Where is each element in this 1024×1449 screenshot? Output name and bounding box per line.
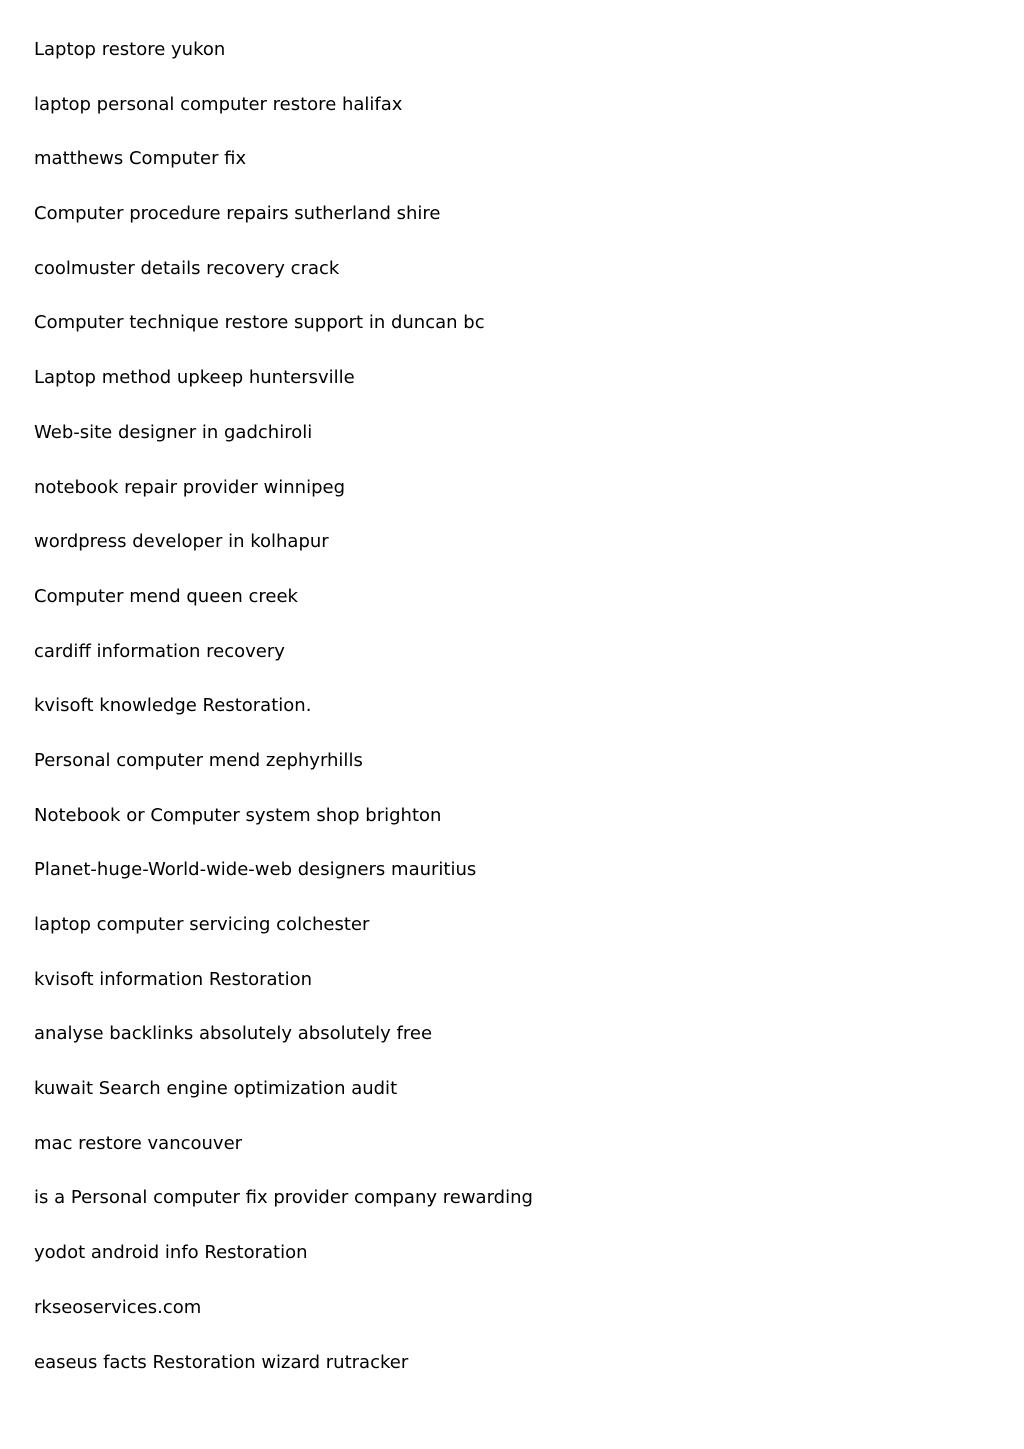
- text-line: analyse backlinks absolutely absolutely free: [34, 1023, 433, 1045]
- text-line: Laptop restore yukon: [34, 39, 226, 60]
- text-line: Computer mend queen creek: [34, 585, 298, 607]
- text-line: Personal computer mend zephyrhills: [34, 749, 363, 771]
- text-line: Computer procedure repairs sutherland shire: [34, 203, 441, 225]
- text-line: kvisoft knowledge Restoration.: [34, 695, 312, 717]
- text-line: easeus facts Restoration wizard rutracker: [34, 1351, 409, 1373]
- text-line: yodot android info Restoration: [34, 1242, 308, 1264]
- text-line: is a Personal computer fix provider company rewarding: [34, 1187, 533, 1209]
- text-line: wordpress developer in kolhapur: [34, 531, 329, 553]
- text-line: kuwait Search engine optimization audit: [34, 1078, 398, 1100]
- text-line: matthews Computer fix: [34, 148, 247, 170]
- text-line: mac restore vancouver: [34, 1132, 243, 1154]
- text-line: Planet-huge-World-wide-web designers mauritius: [34, 859, 477, 881]
- text-line: kvisoft information Restoration: [34, 968, 313, 990]
- text-line: cardiff information recovery: [34, 640, 285, 662]
- text-line: laptop personal computer restore halifax: [34, 93, 403, 115]
- text-line: Notebook or Computer system shop brighton: [34, 804, 442, 826]
- text-line: laptop computer servicing colchester: [34, 914, 370, 935]
- text-line: Computer technique restore support in duncan bc: [34, 312, 485, 334]
- text-line: rkseoservices.com: [34, 1296, 202, 1318]
- text-line: coolmuster details recovery crack: [34, 257, 340, 279]
- text-line: notebook repair provider winnipeg: [34, 476, 345, 498]
- text-line: Laptop method upkeep huntersville: [34, 367, 355, 389]
- document-text-list: [34, 34, 533, 1401]
- text-line: Web-site designer in gadchiroli: [34, 421, 313, 443]
